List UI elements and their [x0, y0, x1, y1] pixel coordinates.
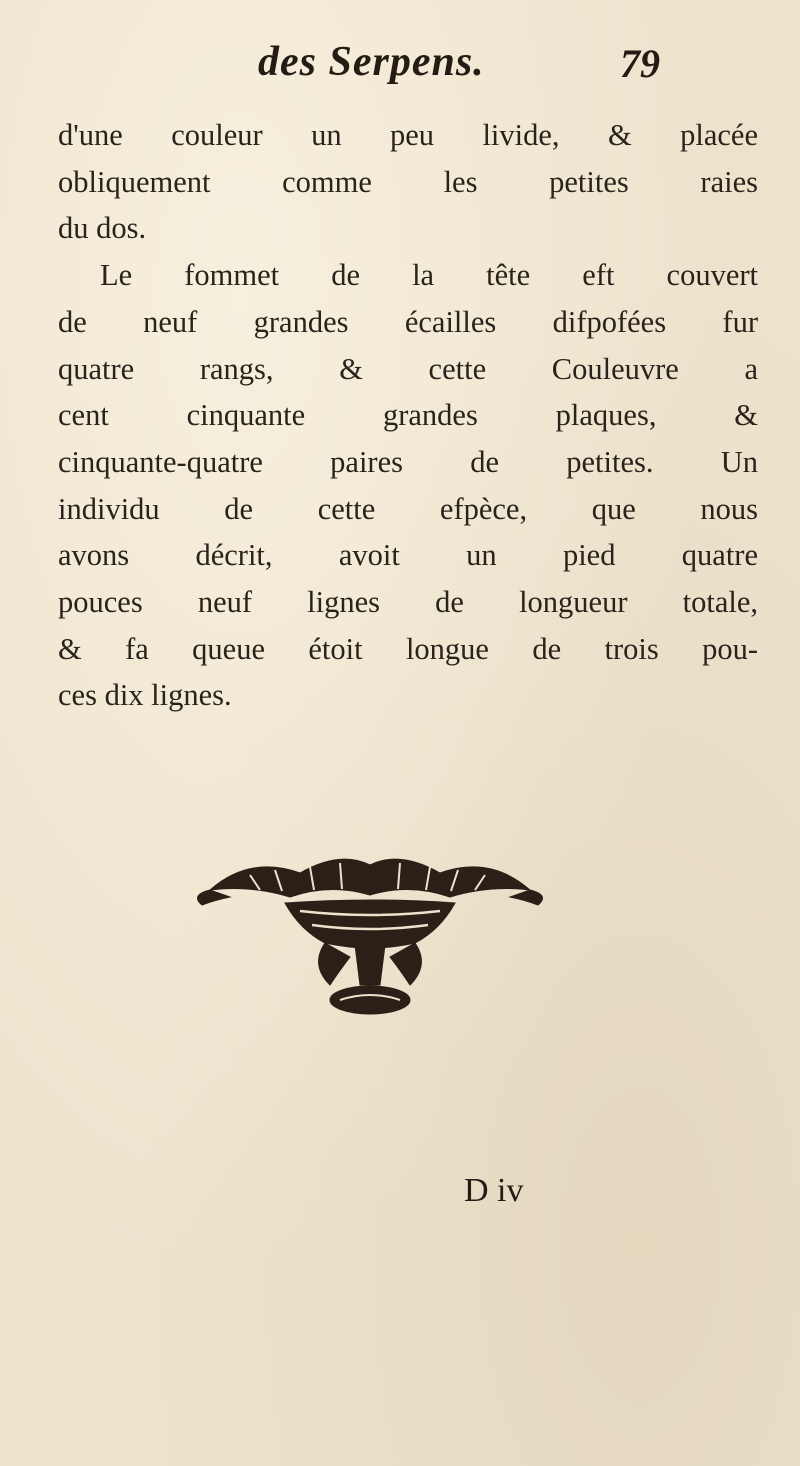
text-line: quatre rangs, & cette Couleuvre a [58, 351, 758, 386]
signature-mark: D iv [464, 1172, 524, 1209]
text-line: & fa queue étoit longue de trois pou- [58, 631, 758, 666]
page-number: 79 [620, 41, 660, 86]
text-line: avons décrit, avoit un pied quatre [58, 538, 758, 573]
text-line: pouces neuf lignes de longueur totale, [58, 585, 758, 620]
text-line: ces dix lignes. [58, 678, 232, 713]
text-line: du dos. [58, 211, 147, 246]
text-line: d'une couleur un peu livide, & placée [58, 118, 758, 152]
paragraph-1 [58, 112, 758, 252]
text-line: obliquement comme les petites raies [58, 164, 758, 199]
page-header [0, 38, 800, 98]
running-title: des Serpens. [258, 39, 485, 85]
text-line: cent cinquante grandes plaques, & [58, 398, 758, 433]
text-line: cinquante-quatre paires de petites. Un [58, 444, 758, 479]
text-line: individu de cette efpèce, que nous [58, 491, 758, 526]
paragraph-2 [58, 252, 758, 719]
text-line: de neuf grandes écailles difpofées fur [58, 304, 758, 339]
body-text [58, 112, 758, 719]
text-line: Le fommet de la tête eft couvert [100, 258, 758, 293]
ornament-cul-de-lampe-icon [190, 845, 550, 1025]
